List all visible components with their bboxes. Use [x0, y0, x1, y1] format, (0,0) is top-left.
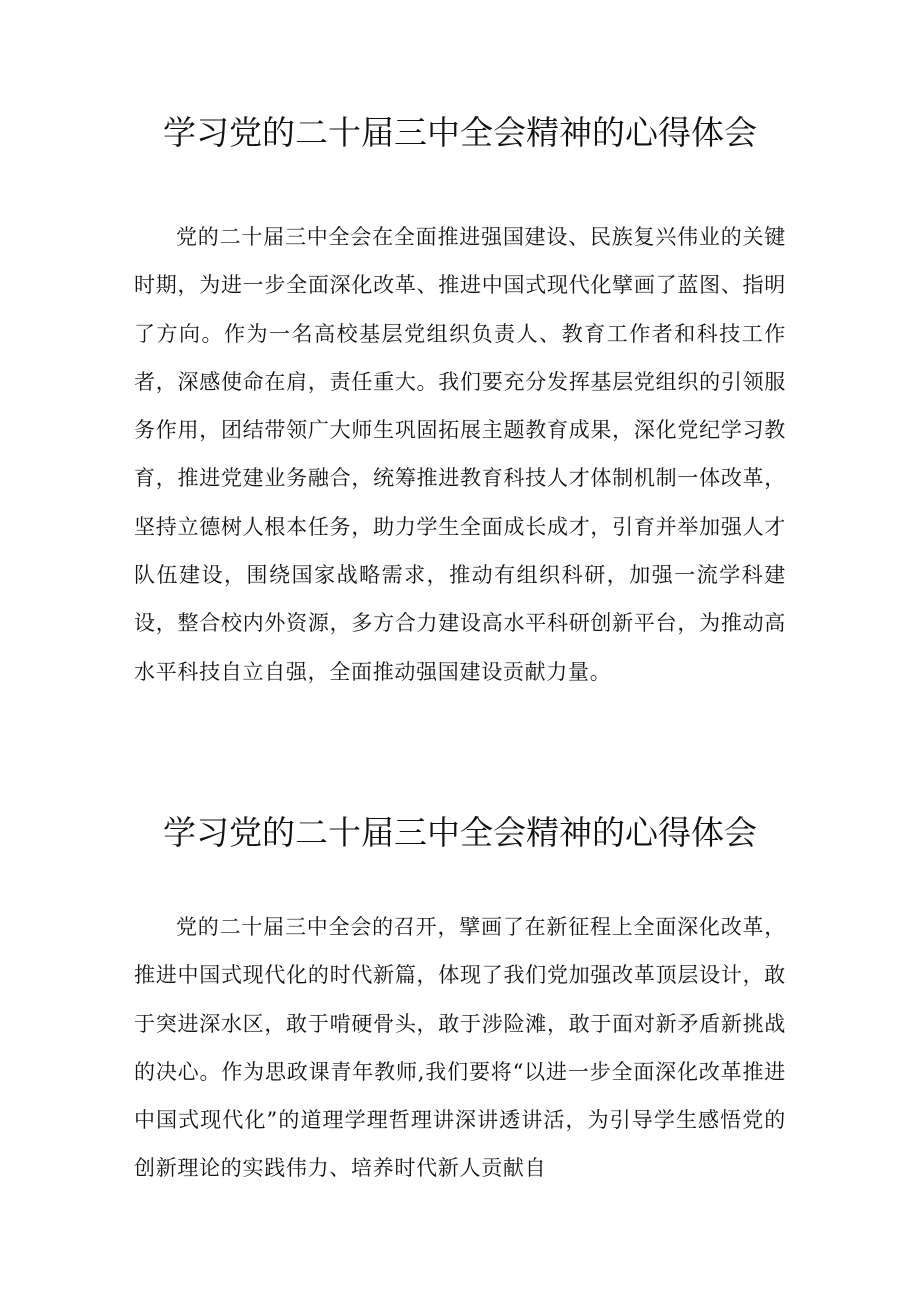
section-paragraph: 党的二十届三中全会在全面推进强国建设、民族复兴伟业的关键时期，为进一步全面深化改革、推进中国式现代化擘画了蓝图、指明了方向。作为一名高校基层党组织负责人、教育工作者和科技工作者，深感使命在肩，责任重大。我们要充分发挥基层党组织的引领服务作用，团结带领广大师生巩固拓展主题教育成果，深化党纪学习教育，推进党建业务融合，统筹推进教育科技人才体制机制一体改革，坚持立德树人根本任务，助力学生全面成长成才，引育并举加强人才队伍建设，围绕国家战略需求，推动有组织科研，加强一流学科建设，整合校内外资源，多方合力建设高水平科研创新平台，为推动高水平科技自立自强，全面推动强国建设贡献力量。: [134, 225, 786, 684]
section-paragraph: 党的二十届三中全会的召开，擘画了在新征程上全面深化改革，推进中国式现代化的时代新篇，体现了我们党加强改革顶层设计，敢于突进深水区，敢于啃硬骨头，敢于涉险滩，敢于面对新矛盾新挑战的决心。作为思政课青年教师,我们要将“以进一步全面深化改革推进中国式现代化”的道理学理哲理讲深讲透讲活，为引导学生感悟党的创新理论的实践伟力、培养时代新人贡献自: [134, 915, 786, 1181]
section-title: 学习党的二十届三中全会精神的心得体会: [163, 113, 757, 152]
section-title: 学习党的二十届三中全会精神的心得体会: [163, 813, 757, 852]
